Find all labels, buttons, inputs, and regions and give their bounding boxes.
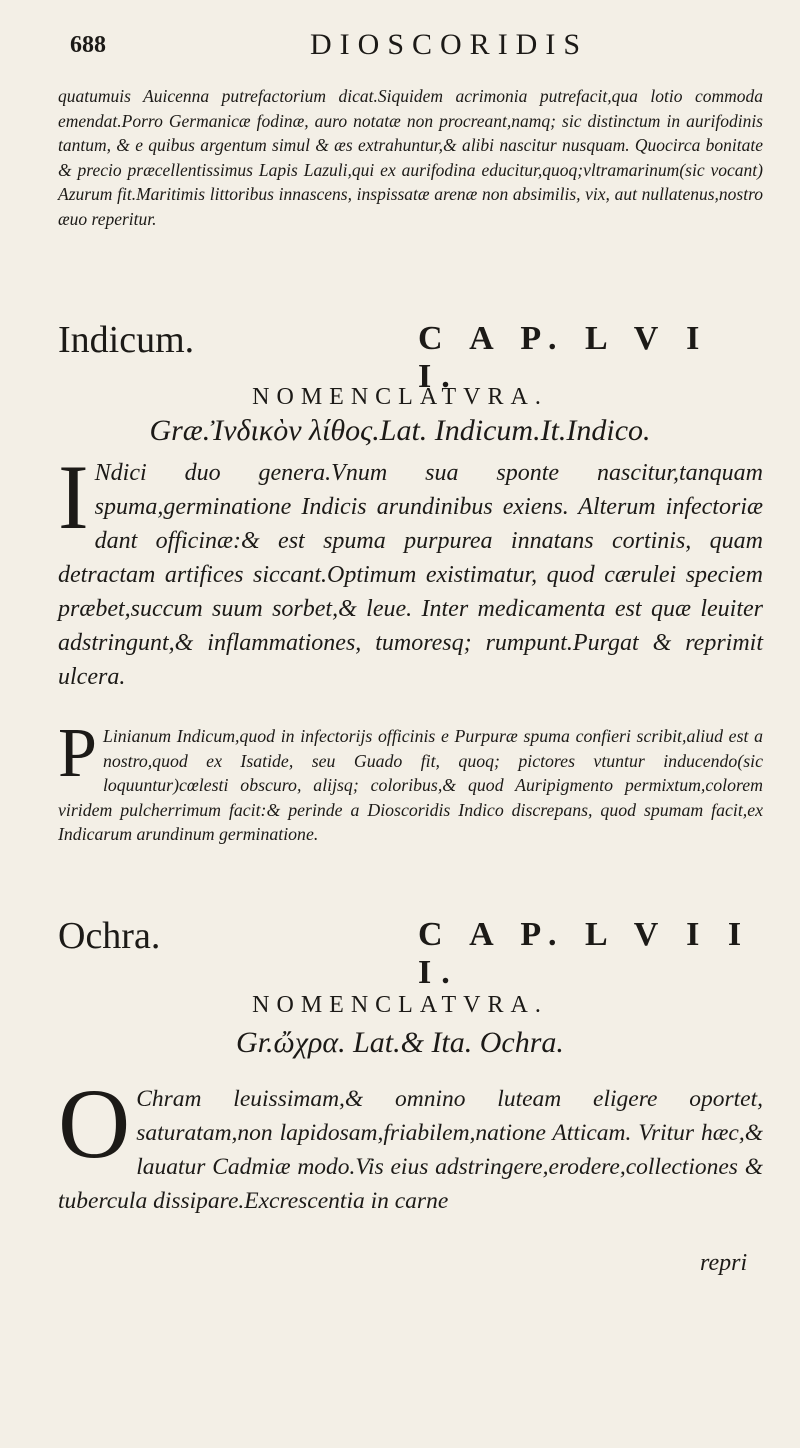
synonyms-line: Gr.ὤχρα. Lat.& Ita. Ochra. [236,1026,564,1059]
chapter-heading-ochra [58,914,763,991]
chapter-number: C A P. L V I I. [418,320,710,395]
drop-initial: I [58,446,89,548]
commentary-body: Linianum Indicum,quod in infectorijs officinis e Purpuræ spuma confieri scribit,aliud est a nostro,quod ex Isatide, seu Guado fit, quoq; pictores vtuntur inducendo(sic loquuntur)cœlesti obscuro, alijsq; coloribus,& quod Auripigmento permixtum,colorem viridem pulcherrimum facit:& perinde a Dioscoridis Indico discrepans, quod spumam facit,ex Indicarum arundinum germinatione. [58,726,763,845]
folio-number: 688 [70,32,106,58]
chapter-body: Ndici duo genera.Vnum sua sponte nascitur,tanquam spuma,germinatione Indicis arundinibus exiens. Alterum infectoriæ dant officinæ:& est spuma purpurea innatans cortinis, quam detractam artifices siccant.Optimum existimatur, quod cærulei speciem præbet,succum suum sorbet,& leue. Inter medicamenta est quæ leuiter adstringunt,& inflammationes, tumoresq; rumpunt.Purgat & reprimit ulcera. [58,460,763,690]
synonyms-line: Græ.Ἰνδικὸν λίθος.Lat. Indicum.It.Indico. [149,414,651,447]
chapter-number: C A P. L V I I I. [418,916,752,991]
continuation-paragraph: quatumuis Auicenna putrefactorium dicat.Siquidem acrimonia putrefacit,qua lotio commoda emendat.Porro Germanicæ fodinæ, auro notatæ non procreant,namq; sic distinctum in aurifodinis tantum, & e quibus argentum simul & æs extrahuntur,& alibi nascitur nusquam. Quocirca bonitate & precio præcellentissimus Lapis Lazuli,qui ex aurifodina educitur,quoq;vltramarinum(sic vocant) Azurum fit.Maritimis littoribus innascens, inspissatæ arenæ non absimilis, vix, aut nullatenus,nostro æuo reperitur. [58,86,763,229]
nomenclatura-heading: NOMENCLATVRA. [252,992,548,1018]
chapter-text-indicum [58,446,763,694]
nomenclatura-heading: NOMENCLATVRA. [252,384,548,410]
chapter-text-ochra [58,1068,763,1218]
commentary-indicum [58,715,763,847]
page-header [70,28,760,68]
commentary-initial: P [58,715,97,792]
catchword: repri [700,1250,748,1276]
chapter-title: Ochra. [58,915,161,957]
chapter-heading-indicum [58,318,763,395]
chapter-body: Chram leuissimam,& omnino luteam eligere oportet, saturatam,non lapidosam,friabilem,natione Atticam. Vritur hæc,& lauatur Cadmiæ modo.Vis eius adstringere,erodere,collectiones & tubercula dissipare.Excrescentia in carne [58,1086,763,1214]
chapter-title: Indicum. [58,319,195,361]
running-head: DIOSCORIDIS [310,28,589,61]
drop-initial: O [58,1068,131,1179]
